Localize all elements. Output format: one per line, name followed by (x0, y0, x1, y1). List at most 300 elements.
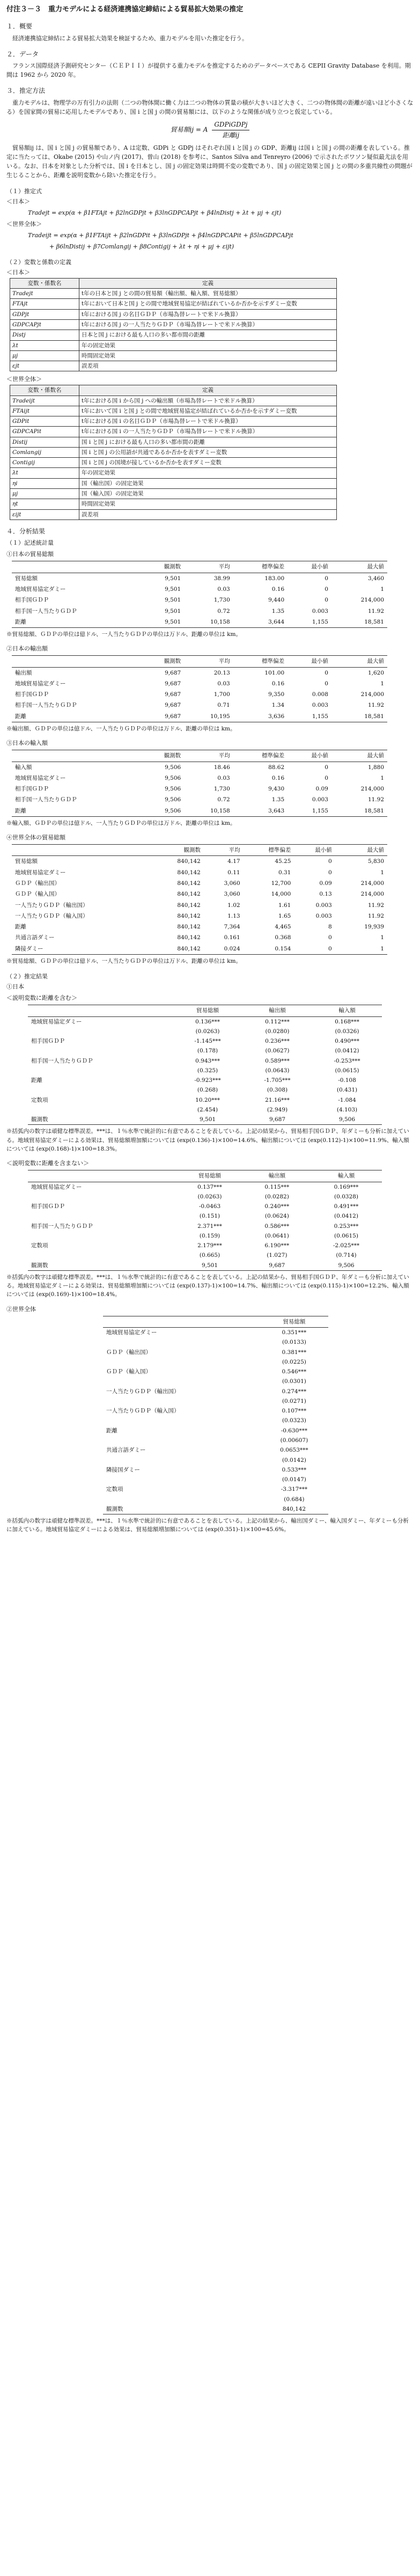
row-label-cell: 輸入額 (15, 764, 32, 771)
table-cell: 0.16 (271, 774, 285, 781)
variables-japan-label: ＜日本＞ (6, 268, 30, 276)
column-header: 平均 (184, 656, 233, 667)
table-cell: 1,155 (288, 617, 331, 628)
table-cell: (0.0133) (282, 1339, 306, 1346)
table-cell: 11.92 (367, 796, 384, 803)
row-label-cell (28, 1085, 173, 1095)
table-cell: 0.589*** (265, 1057, 290, 1064)
variable-name-cell: Contigij (10, 458, 79, 468)
model-world-label: ＜世界全体＞ (6, 220, 42, 228)
table-cell: (0.0280) (265, 1028, 290, 1035)
regression-1-label: ＜説明変数に距離を含む＞ (6, 994, 77, 1002)
column-header: 輸出額 (244, 1170, 311, 1182)
regression-3-note: ※括弧内の数字は頑健な標準誤差。***は、１％水準で統計的に有意であることを表している。上記の結果から、輸出国ダミー、輸入国ダミー、年ダミーも分析に加えている。地域貿易協定ダミーによる効果は、貿易総額増加額については (exp(0.351)-1)×100=45.6%。 (6, 1518, 409, 1533)
table-row (103, 1455, 328, 1465)
table-cell: 0.09 (315, 786, 328, 793)
table-cell: 9,501 (173, 1115, 242, 1125)
row-label-cell (103, 1416, 260, 1425)
table-row (28, 1046, 382, 1056)
table-cell: 0 (325, 774, 328, 781)
column-header: 最大値 (335, 845, 387, 856)
table-row (28, 1095, 382, 1105)
row-label-cell: 相手国ＧＤＰ (15, 786, 49, 793)
model-world-equation-line2: + β6lnDistij + β7Comlangij + β8Contigij + λt + ηi + μj + εijt) (49, 243, 234, 250)
table-row (10, 437, 337, 447)
table-row (28, 1192, 382, 1202)
table-row (12, 889, 387, 899)
gravity-equation-lhs: 貿易額ij = A (170, 126, 208, 134)
table-cell: 7,364 (224, 924, 240, 931)
row-label-cell: 相手国ＧＤＰ (15, 597, 49, 604)
table-cell: (0.159) (199, 1232, 220, 1239)
table-cell: 3,644 (233, 617, 288, 628)
column-header: 最大値 (331, 750, 387, 762)
table-row (10, 458, 337, 468)
stats-table-3-label: ③日本の輸入額 (6, 740, 48, 747)
table-cell: (0.0412) (334, 1213, 358, 1220)
table-cell: 0.003 (312, 796, 328, 803)
column-header: 最小値 (288, 750, 331, 762)
row-label-cell: 相手国一人当たりＧＤＰ (31, 1223, 93, 1230)
table-cell: 0.03 (217, 774, 230, 781)
table-cell: 9,506 (165, 796, 181, 803)
row-label-cell: 共通言語ダミー (15, 934, 55, 941)
table-cell: (0.684) (284, 1496, 305, 1503)
table-row (10, 289, 337, 299)
table-cell: 0.31 (278, 869, 291, 876)
gravity-equation-denominator: 距離ij (222, 131, 240, 139)
regression-1-note: ※括弧内の数字は頑健な標準誤差。***は、１％水準で統計的に有意であることを表している。上記の結果から、貿易相手国ＧＤＰ、年ダミーも分析に加えている。地域貿易協定ダミーによる効果は、貿易総額増加額については (exp(0.136)-1)×100=14.6%、輸出額については (exp(0.112)-1)×100=11.9%、輸入額については (exp(0.168)-1)×100=18.3%。 (6, 1128, 409, 1152)
table-cell: 1 (335, 943, 387, 955)
table-cell: 9,501 (165, 608, 181, 614)
section-method-p2: 貿易額ij は、国 i と国 j の貿易額であり、A は定数、GDPi と GDPj はそれぞれ国 i と国 j の GDP、距離ij は国 i と国 j の間の距離を表している。推定に当たっては、Okabe (2015) や山ノ内 (2017)、曽山 (2018) を参考に、Santos Silva and Tenreyro (2006) で示されたポワソン疑似最尤法を用いる。なお、日本を対象とした分析では、国 i を日本とし、国 j の固定効果は時間不変の変数であり、国 j の固定効果と国 j との間の多重共線性の問題が生じることから、距離を説明変数から除いた推定を行う。 (6, 144, 412, 179)
model-japan-equation: Tradejt = exp(α + β1FTAjt + β2lnGDPjt + β3lnGDPCAPjt + β4lnDistj + λt + μj + εjt) (28, 209, 282, 216)
table-cell: 19,939 (364, 924, 384, 931)
table-cell: 0.169*** (334, 1183, 359, 1190)
table-cell: 18.46 (213, 764, 230, 771)
table-row (103, 1465, 328, 1475)
table-cell: 0.03 (217, 680, 230, 687)
table-cell: 9,430 (268, 786, 285, 793)
table-row (103, 1495, 328, 1504)
table-cell: 11.92 (367, 608, 384, 614)
table-row (12, 595, 387, 605)
table-cell: 9,501 (165, 575, 181, 582)
table-row (12, 762, 387, 773)
table-cell: 214,000 (360, 891, 384, 898)
row-label-cell (103, 1396, 260, 1406)
column-header: 標準偏差 (233, 561, 288, 573)
variable-name-cell: Distj (10, 330, 79, 340)
row-label-cell (28, 1231, 176, 1241)
table-cell: 0.136*** (195, 1018, 220, 1025)
table-cell: 6.190*** (264, 1242, 290, 1249)
variable-definition-cell: 誤差項 (79, 509, 337, 519)
table-cell: 9,506 (312, 1115, 382, 1125)
table-cell: (1.027) (267, 1252, 288, 1259)
column-header: 標準偏差 (233, 750, 288, 762)
table-cell: (0.0641) (264, 1232, 289, 1239)
table-cell: 0.16 (271, 680, 285, 687)
table-cell: 840,142 (177, 934, 201, 941)
table-cell: (0.0326) (335, 1028, 359, 1035)
section-overview-heading: １．概要 (6, 23, 33, 31)
table-row (28, 1056, 382, 1066)
table-cell: 0.03 (217, 586, 230, 593)
table-cell: 2.179*** (197, 1242, 222, 1249)
table-cell: 0.586*** (264, 1223, 290, 1230)
table-row (28, 1085, 382, 1095)
variable-definition-cell: 国（輸出国）の固定効果 (79, 478, 337, 488)
stats-table-3-note: ※輸入額、ＧＤＰの単位は億ドル、一人当たりＧＤＰの単位は万ドル、距離の単位は km。 (6, 819, 236, 826)
table-cell: 1 (380, 680, 384, 687)
table-cell: (0.665) (199, 1252, 220, 1259)
table-cell: 9,506 (311, 1261, 382, 1271)
row-label-cell: 距離 (106, 1427, 117, 1434)
row-label-cell (28, 1192, 176, 1202)
variable-name-cell: λt (10, 340, 79, 350)
table-row (12, 573, 387, 584)
row-label-cell: 地域貿易協定ダミー (15, 774, 66, 781)
row-label-cell: ＧＤＰ（輸入国） (15, 891, 60, 898)
row-label-cell: 観測数 (28, 1115, 173, 1125)
table-row (28, 1241, 382, 1250)
table-row (12, 900, 387, 911)
table-row (12, 678, 387, 689)
row-label-cell (28, 1066, 173, 1075)
table-cell: 0.274*** (282, 1388, 307, 1395)
table-cell: 10.20*** (195, 1096, 220, 1103)
table-row (28, 1016, 382, 1027)
table-cell: 0 (325, 586, 328, 593)
table-cell: 1,730 (213, 786, 230, 793)
row-label-cell: 地域貿易協定ダミー (31, 1183, 82, 1190)
table-cell: -0.923*** (194, 1077, 221, 1084)
table-cell: 1 (380, 869, 384, 876)
row-label-cell (103, 1377, 260, 1386)
table-cell: (0.268) (197, 1087, 218, 1094)
column-header: 定義 (79, 385, 337, 396)
row-label-cell: 観測数 (103, 1504, 260, 1514)
table-cell: (0.151) (199, 1213, 220, 1220)
gravity-equation-numerator: GDPiGDPj (212, 120, 249, 130)
table-row (103, 1406, 328, 1416)
table-row (12, 943, 387, 955)
table-row (12, 667, 387, 678)
column-header: 最小値 (288, 561, 331, 573)
table-cell: -1.084 (338, 1096, 356, 1103)
table-cell: 1 (380, 586, 384, 593)
table-cell: 3,060 (224, 891, 240, 898)
table-cell: 1.61 (278, 902, 291, 909)
row-label-cell: 一人当たりＧＤＰ（輸出国） (15, 902, 89, 909)
table-cell: 1,880 (367, 764, 384, 771)
table-cell: -1.145*** (194, 1038, 221, 1045)
variable-name-cell: FTAijt (10, 406, 79, 416)
variable-definition-cell: 日本と国 j における最も人口の多い都市間の距離 (79, 330, 337, 340)
table-cell: 840,142 (177, 912, 201, 919)
variables-world-label: ＜世界全体＞ (6, 376, 42, 383)
table-cell: 9,501 (165, 597, 181, 604)
table-cell: (0.0263) (197, 1193, 222, 1200)
variable-definition-cell: t年において日本と国 j との間で地域貿易協定が結ばれているか否かを示すダミー変数 (79, 299, 337, 309)
table-row (12, 921, 387, 932)
table-row (103, 1348, 328, 1357)
variable-definition-cell: t年の日本と国 j との間の貿易額（輸出額、輸入額、貿易総額） (79, 289, 337, 299)
variable-name-cell: Tradeijt (10, 396, 79, 406)
table-cell: (0.0412) (335, 1048, 359, 1055)
table-cell: 214,000 (360, 597, 384, 604)
table-cell: 1.35 (271, 608, 285, 614)
column-header: 輸出額 (242, 1005, 312, 1016)
table-cell: 101.00 (264, 669, 285, 676)
table-row (10, 447, 337, 457)
table-cell: 18,581 (331, 806, 387, 817)
table-cell: 840,142 (177, 880, 201, 887)
estimation-japan-label: ①日本 (6, 983, 24, 991)
table-row (10, 468, 337, 478)
table-cell: 0.240*** (264, 1203, 290, 1210)
table-cell: 840,142 (152, 943, 204, 955)
row-label-cell (103, 1455, 260, 1465)
table-cell: 9,440 (268, 597, 285, 604)
table-row (12, 794, 387, 805)
variable-name-cell: Tradejt (10, 289, 79, 299)
table-cell: 0.024 (204, 943, 244, 955)
table-cell: (4.103) (336, 1106, 358, 1113)
row-label-cell: 貿易総額 (15, 858, 38, 865)
table-cell: 1,620 (367, 669, 384, 676)
table-row (103, 1396, 328, 1406)
row-label-cell (28, 1046, 173, 1056)
table-row (10, 396, 337, 406)
model-world-equation-line1: Tradeijt = exp(α + β1FTAijt + β2lnGDPit + β3lnGDPjt + β4lnGDPCAPit + β5lnGDPCAPjt (28, 231, 293, 239)
table-cell: 10,158 (184, 617, 233, 628)
column-header: 貿易総額 (260, 1316, 328, 1327)
table-cell: (0.0323) (282, 1417, 306, 1424)
column-header: 観測数 (140, 561, 184, 573)
table-row (103, 1436, 328, 1445)
table-row (10, 350, 337, 361)
variable-definition-cell: 誤差項 (79, 361, 337, 371)
table-cell: 11.92 (367, 702, 384, 709)
table-cell: 4.17 (227, 858, 240, 865)
row-label-cell: 距離 (12, 617, 140, 628)
table-cell: 12,700 (271, 880, 291, 887)
table-row (10, 299, 337, 309)
table-row (10, 416, 337, 427)
table-row (12, 806, 387, 817)
table-row (10, 489, 337, 499)
table-cell: 0.72 (217, 608, 230, 614)
table-cell: 1.35 (271, 796, 285, 803)
table-cell: 9,687 (165, 702, 181, 709)
column-header: 標準偏差 (233, 656, 288, 667)
table-row (12, 932, 387, 943)
table-cell: 183.00 (264, 575, 285, 582)
column-header: 貿易総額 (173, 1005, 242, 1016)
column-header (28, 1005, 173, 1016)
variable-definition-cell: 時間固定効果 (79, 350, 337, 361)
table-cell: 1 (380, 934, 384, 941)
table-cell: (0.0615) (334, 1232, 358, 1239)
table-row (10, 340, 337, 350)
table-cell: (0.714) (336, 1252, 357, 1259)
table-cell: 9,506 (140, 806, 184, 817)
stats-table-2-label: ②日本の輸出額 (6, 645, 48, 653)
table-cell: (0.0328) (334, 1193, 358, 1200)
column-header (28, 1170, 176, 1182)
column-header (12, 656, 140, 667)
row-label-cell: 相手国一人当たりＧＤＰ (15, 608, 77, 614)
table-cell: 0 (328, 858, 332, 865)
variables-world-table (10, 385, 337, 519)
table-cell: 9,687 (242, 1115, 312, 1125)
variable-definition-cell: t年における国 i から国 j への輸出額（市場為替レートで米ドル換算） (79, 396, 337, 406)
table-cell: 10,158 (184, 806, 233, 817)
table-cell: 9,687 (140, 711, 184, 722)
column-header: 最大値 (331, 561, 387, 573)
stats-table-japan-imports (12, 750, 387, 817)
table-cell: (0.431) (336, 1087, 358, 1094)
table-cell: 1,155 (288, 806, 331, 817)
table-cell: 9,687 (165, 669, 181, 676)
row-label-cell: 相手国一人当たりＧＤＰ (31, 1057, 93, 1064)
table-cell: 9,350 (268, 691, 285, 698)
table-cell: 0.11 (227, 869, 240, 876)
table-cell: 0.003 (312, 702, 328, 709)
table-row (28, 1066, 382, 1075)
row-label-cell: 貿易総額 (15, 575, 38, 582)
row-label-cell: ＧＤＰ（輸出国） (15, 880, 60, 887)
table-cell: 3,060 (224, 880, 240, 887)
table-cell: 1,155 (288, 711, 331, 722)
table-row (10, 478, 337, 488)
variable-name-cell: ηi (10, 478, 79, 488)
row-label-cell (103, 1357, 260, 1367)
table-row (12, 911, 387, 921)
table-cell: -0.108 (338, 1077, 356, 1084)
table-cell: 840,142 (177, 858, 201, 865)
table-row (103, 1357, 328, 1367)
table-cell: (0.325) (197, 1067, 218, 1074)
table-cell: 0.161 (224, 934, 240, 941)
column-header: 観測数 (152, 845, 204, 856)
variable-definition-cell: 年の固定効果 (79, 468, 337, 478)
table-cell: 840,142 (177, 902, 201, 909)
table-cell: (0.308) (267, 1087, 288, 1094)
column-header: 観測数 (140, 656, 184, 667)
table-cell: (0.0271) (282, 1397, 306, 1404)
table-cell: -0.253*** (334, 1057, 360, 1064)
table-cell: (0.0301) (282, 1378, 306, 1385)
table-row (103, 1475, 328, 1484)
variable-name-cell: GDPCAPjt (10, 319, 79, 330)
table-cell: 0.253*** (334, 1223, 359, 1230)
table-cell: 0.154 (244, 943, 294, 955)
table-row (12, 878, 387, 889)
variable-definition-cell: t年における国 i の名目ＧＤＰ（市場為替レートで米ドル換算） (79, 416, 337, 427)
variable-name-cell: FTAjt (10, 299, 79, 309)
table-cell: 9,501 (165, 586, 181, 593)
table-cell: 0.107*** (282, 1408, 307, 1415)
table-cell: -2.025*** (333, 1242, 360, 1249)
table-cell: 2.371*** (197, 1223, 222, 1230)
table-cell: 8 (328, 924, 332, 931)
variable-definition-cell: 時間固定効果 (79, 499, 337, 509)
section-method-heading: ３．推定方法 (6, 87, 46, 95)
table-row (12, 689, 387, 700)
column-header: 平均 (184, 561, 233, 573)
column-header: 定義 (79, 278, 337, 288)
row-label-cell (103, 1436, 260, 1445)
table-cell: 0.16 (271, 586, 285, 593)
table-cell: 10,195 (184, 711, 233, 722)
table-row (12, 856, 387, 867)
row-label-cell: 一人当たりＧＤＰ（輸入国） (15, 912, 89, 919)
variable-definition-cell: 国 i と国 j の公用語が共通であるか否かを表すダミー変数 (79, 447, 337, 457)
variable-name-cell: λt (10, 468, 79, 478)
regression-table-without-distance (28, 1170, 382, 1271)
table-cell: (0.0643) (265, 1067, 290, 1074)
table-cell: 9,506 (165, 764, 181, 771)
table-cell: (0.0615) (335, 1067, 359, 1074)
model-heading: （１）推定式 (6, 187, 42, 195)
table-row (10, 309, 337, 319)
table-cell: 88.62 (268, 764, 285, 771)
row-label-cell: 相手国ＧＤＰ (31, 1203, 65, 1210)
variable-definition-cell: 国 i と国 j における最も人口の多い都市間の距離 (79, 437, 337, 447)
table-row (10, 427, 337, 437)
table-cell: -0.630*** (281, 1427, 308, 1434)
table-cell: 0.09 (319, 880, 332, 887)
table-row (103, 1328, 328, 1338)
table-cell: 1 (380, 774, 384, 781)
row-label-cell: ＧＤＰ（輸入国） (106, 1368, 151, 1375)
table-row (12, 773, 387, 784)
table-cell: 20.13 (213, 669, 230, 676)
table-row (12, 606, 387, 617)
table-cell: 18,581 (331, 617, 387, 628)
table-cell: 0.003 (315, 902, 332, 909)
table-cell: 0.533*** (282, 1466, 307, 1473)
table-cell: 0 (294, 943, 335, 955)
table-cell: 1.34 (271, 702, 285, 709)
stats-table-4-note: ※貿易総額、ＧＤＰの単位は億ドル、一人当たりＧＤＰの単位は万ドル、距離の単位は km。 (6, 957, 241, 964)
table-cell: 0.137*** (197, 1183, 222, 1190)
table-cell: 0.490*** (335, 1038, 359, 1045)
regression-table-world (103, 1316, 328, 1514)
table-cell: 3,636 (233, 711, 288, 722)
table-cell: 1,730 (213, 597, 230, 604)
variable-definition-cell: t年における国 j の名目ＧＤＰ（市場為替レートで米ドル換算） (79, 309, 337, 319)
table-cell: 0 (325, 597, 328, 604)
stats-table-2-note: ※輸出額、ＧＤＰの単位は億ドル、一人当たりＧＤＰの単位は万ドル、距離の単位は km。 (6, 725, 236, 732)
table-cell: 1.02 (227, 902, 240, 909)
stats-table-1-label: ①日本の貿易総額 (6, 551, 54, 558)
table-cell: 9,501 (176, 1261, 243, 1271)
table-row (28, 1105, 382, 1115)
table-cell: 1.13 (227, 912, 240, 919)
variable-name-cell: Comlangij (10, 447, 79, 457)
column-header: 貿易総額 (176, 1170, 243, 1182)
stats-table-1-note: ※貿易総額、ＧＤＰの単位は億ドル、一人当たりＧＤＰの単位は万ドル、距離の単位は km。 (6, 631, 241, 638)
column-header: 最小値 (294, 845, 335, 856)
row-label-cell: 一人当たりＧＤＰ（輸入国） (106, 1408, 180, 1415)
table-cell: 14,000 (271, 891, 291, 898)
table-cell: 214,000 (360, 691, 384, 698)
table-cell: 0.943*** (195, 1057, 220, 1064)
